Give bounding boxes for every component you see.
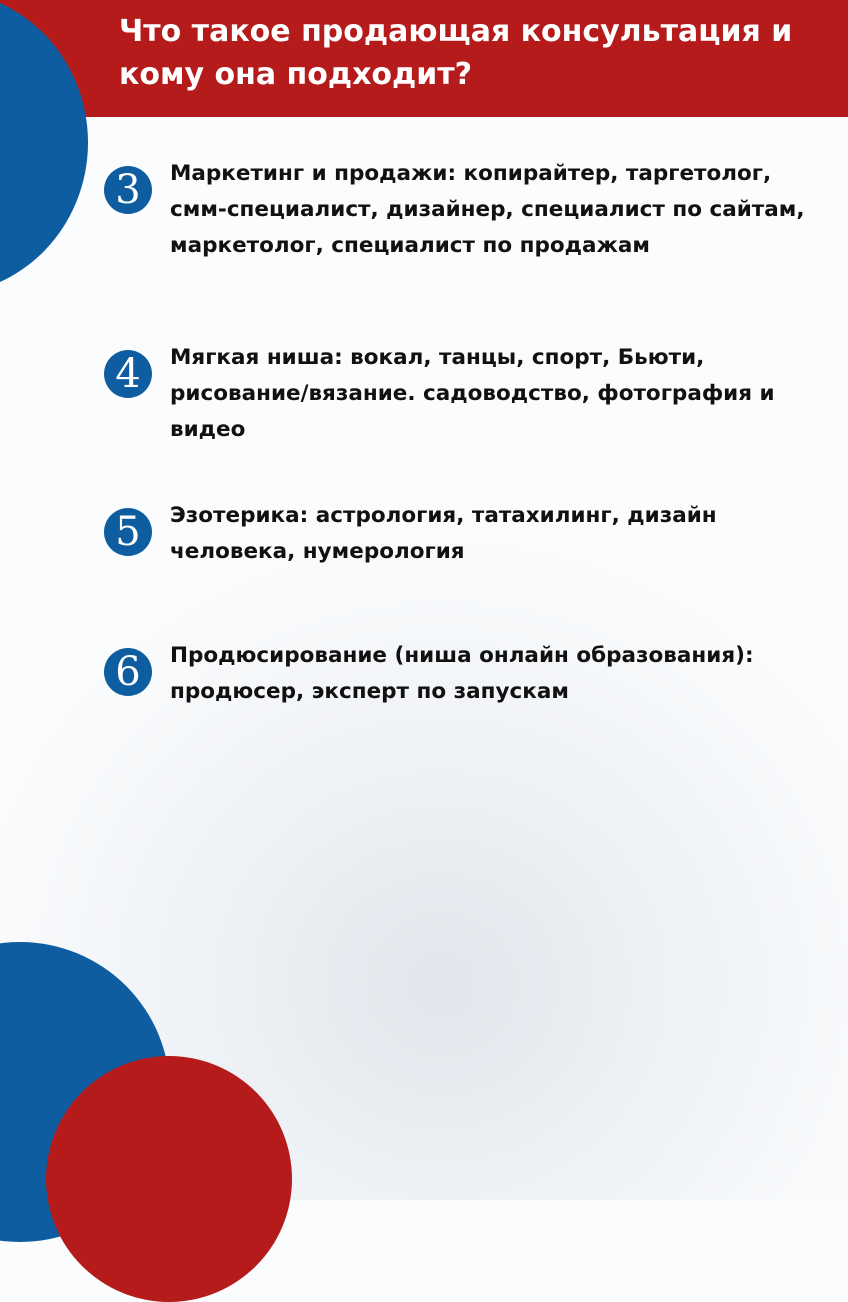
list-item-text: Маркетинг и продажи: копирайтер, таргетолог, смм-специалист, дизайнер, специалист по сайтам, маркетолог, специалист по продажам [170,161,805,258]
number-badge: 6 [104,648,152,696]
number-badge: 3 [104,166,152,214]
decorative-circle-bottom-red [46,1056,292,1302]
list-item-text: Эзотерика: астрология, татахилинг, дизайн человека, нумерология [170,503,717,564]
list-item-text: Мягкая ниша: вокал, танцы, спорт, Бьюти, рисование/вязание. садоводство, фотография и видео [170,345,775,442]
page-title: Что такое продающая консультация и кому она подходит? [119,14,793,92]
number-badge: 4 [104,350,152,398]
number-badge: 5 [104,508,152,556]
list-item-text: Продюсирование (ниша онлайн образования): продюсер, эксперт по запускам [170,643,754,704]
